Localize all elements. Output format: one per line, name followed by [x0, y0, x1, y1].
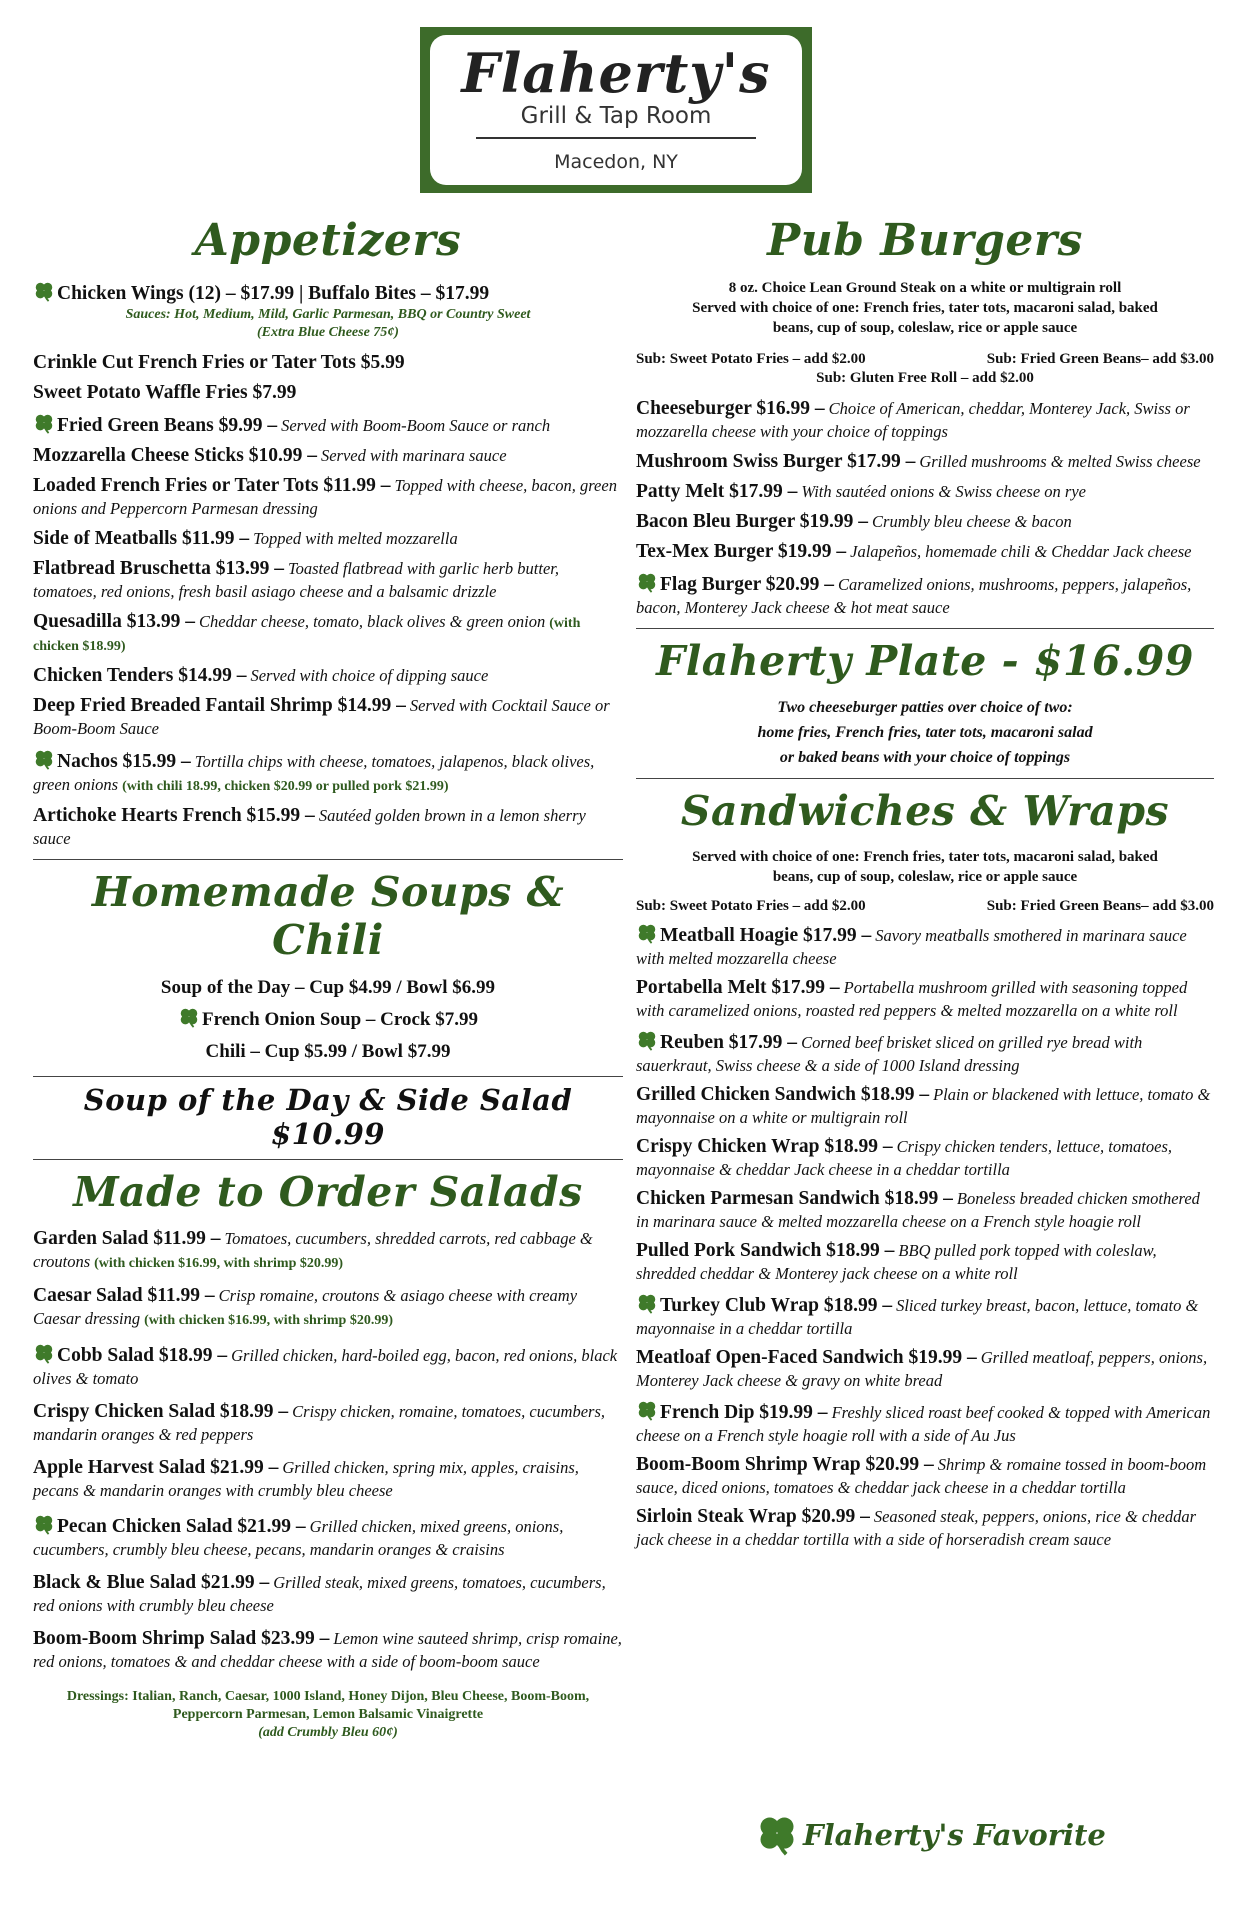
menu-item: [636, 1136, 1214, 1182]
menu-item: [636, 451, 1214, 474]
menu-item: [33, 1457, 623, 1503]
sandwiches-intro: Served with choice of one: French fries, tater tots, macaroni salad, baked beans, cup of soup, coleslaw, rice or apple sauce: [692, 849, 1158, 885]
menu-item-description: Crisp romaine, croutons & asiago cheese with creamy Caesar dressing: [33, 1286, 578, 1328]
menu-item-name: Black & Blue Salad $21.99 –: [33, 1572, 270, 1593]
clover-icon: [755, 1812, 801, 1858]
sandwiches-list: [636, 922, 1214, 1552]
menu-item-name: Side of Meatballs $11.99 –: [33, 528, 250, 549]
menu-item: [636, 481, 1214, 504]
divider: [33, 1159, 623, 1160]
burgers-sub-3: Sub: Gluten Free Roll – add $2.00: [816, 370, 1034, 386]
appetizers-list: [33, 352, 623, 851]
divider: [33, 859, 623, 860]
soups-heading: Homemade Soups & Chili: [91, 868, 565, 964]
menu-item-name: Garden Salad $11.99 –: [33, 1228, 221, 1249]
menu-item-name: Deep Fried Breaded Fantail Shrimp $14.99 –: [33, 695, 406, 716]
clover-icon: [636, 928, 660, 945]
menu-item-description: Boneless breaded chicken smothered in marinara sauce & melted mozzarella cheese on a French style hoagie roll: [636, 1189, 1200, 1231]
menu-item-name: French Dip $19.99 –: [660, 1402, 828, 1423]
menu-item-name: Caesar Salad $11.99 –: [33, 1285, 215, 1306]
menu-item-note: (with chicken $16.99, with shrimp $20.99): [94, 1256, 344, 1271]
menu-item: [33, 611, 623, 658]
menu-item-name: Boom-Boom Shrimp Wrap $20.99 –: [636, 1454, 934, 1475]
menu-item-description: Tortilla chips with cheese, tomatoes, jalapenos, black olives, green onions: [33, 752, 595, 794]
logo-divider: [476, 137, 756, 139]
menu-item: [636, 1399, 1214, 1448]
appetizers-heading: Appetizers: [194, 215, 462, 266]
sandwiches-heading: Sandwiches & Wraps: [680, 787, 1170, 835]
burgers-intro-1: 8 oz. Choice Lean Ground Steak on a white or multigrain roll: [728, 280, 1122, 296]
menu-item: [636, 1029, 1214, 1078]
menu-item-name: Loaded French Fries or Tater Tots $11.99 –: [33, 475, 391, 496]
menu-item: [636, 1084, 1214, 1130]
menu-item-description: Choice of American, cheddar, Monterey Jack, Swiss or mozzarella cheese with your choice of toppings: [636, 399, 1190, 441]
clover-icon: [178, 1009, 202, 1030]
burgers-intro: [636, 278, 1214, 338]
menu-item: [636, 1506, 1214, 1552]
menu-item-description: Grilled chicken, mixed greens, onions, cucumbers, crumbly bleu cheese, pecans, mandarin oranges & craisins: [33, 1517, 564, 1559]
menu-item: [33, 412, 623, 438]
dressings-note: [33, 1688, 623, 1742]
logo-subtitle: Grill & Tap Room: [520, 103, 712, 129]
salads-heading: Made to Order Salads: [73, 1168, 583, 1216]
menu-item: [33, 1572, 623, 1618]
menu-item: [636, 977, 1214, 1023]
menu-item-description: Crispy chicken, romaine, tomatoes, cucumbers, mandarin oranges & red peppers: [33, 1402, 605, 1444]
menu-item-name: Grilled Chicken Sandwich $18.99 –: [636, 1084, 930, 1105]
menu-item-name: Quesadilla $13.99 –: [33, 611, 195, 632]
menu-item: [636, 398, 1214, 444]
menu-item-description: Sliced turkey breast, bacon, lettuce, tomato & mayonnaise in a cheddar tortilla: [636, 1296, 1199, 1338]
menu-item-name: Turkey Club Wrap $18.99 –: [660, 1295, 893, 1316]
sandwiches-sub-2: Sub: Fried Green Beans– add $3.00: [986, 898, 1214, 914]
menu-item-name: Nachos $15.99 –: [57, 751, 191, 772]
menu-item-name: Sirloin Steak Wrap $20.99 –: [636, 1506, 870, 1527]
menu-item-description: Grilled chicken, hard-boiled egg, bacon, red onions, black olives & tomato: [33, 1346, 618, 1388]
menu-item-name: Chicken Tenders $14.99 –: [33, 665, 247, 686]
menu-item: [636, 1454, 1214, 1500]
menu-item-description: Crumbly bleu cheese & bacon: [872, 512, 1072, 531]
menu-item-description: Savory meatballs smothered in marinara sauce with melted mozzarella cheese: [636, 926, 1187, 968]
menu-item-name: Flatbread Bruschetta $13.99 –: [33, 558, 284, 579]
clover-icon: [33, 418, 57, 435]
menu-item-description: Topped with cheese, bacon, green onions and Peppercorn Parmesan dressing: [33, 476, 617, 518]
menu-item-name: Portabella Melt $17.99 –: [636, 977, 840, 998]
menu-item-name: Mozzarella Cheese Sticks $10.99 –: [33, 445, 317, 466]
french-onion-line: [33, 1004, 623, 1036]
menu-item-description: Topped with melted mozzarella: [253, 529, 458, 548]
menu-item: [33, 1342, 623, 1391]
clover-icon: [636, 1405, 660, 1422]
menu-item-description: Cheddar cheese, tomato, black olives & green onion: [198, 612, 546, 631]
restaurant-logo: [420, 27, 812, 193]
menu-item-description: BBQ pulled pork topped with coleslaw, shredded cheddar & Monterey jack cheese on a white roll: [636, 1241, 1157, 1283]
menu-item: [636, 1188, 1214, 1234]
clover-icon: [33, 286, 57, 303]
dressings-list: Dressings: Italian, Ranch, Caesar, 1000 Island, Honey Dijon, Bleu Cheese, Boom-Boom, Peppercorn Parmesan, Lemon Balsamic Vinaigrette: [66, 1689, 590, 1722]
menu-item-description: Toasted flatbread with garlic herb butter, tomatoes, red onions, fresh basil asiago cheese and a balsamic drizzle: [33, 559, 560, 601]
menu-item-description: Caramelized onions, mushrooms, peppers, jalapeños, bacon, Monterey Jack cheese & hot meat sauce: [636, 575, 1192, 617]
menu-item: [33, 1628, 623, 1674]
menu-item: [33, 558, 623, 604]
right-column: [636, 215, 1214, 1558]
soups-list: [33, 972, 623, 1068]
clover-icon: [636, 577, 660, 594]
menu-item-description: Shrimp & romaine tossed in boom-boom sauce, diced onions, tomatoes & cheddar jack cheese in a cheddar tortilla: [636, 1455, 1207, 1497]
wings-extra: (Extra Blue Cheese 75¢): [257, 325, 399, 340]
menu-item-name: Mushroom Swiss Burger $17.99 –: [636, 451, 916, 472]
menu-item: [636, 511, 1214, 534]
burgers-list: [636, 398, 1214, 620]
menu-item-description: Grilled steak, mixed greens, tomatoes, cucumbers, red onions with crumbly bleu cheese: [33, 1573, 606, 1615]
sandwiches-subs: [636, 897, 1214, 916]
menu-item-name: Crispy Chicken Salad $18.99 –: [33, 1401, 289, 1422]
clover-icon: [33, 1348, 57, 1365]
menu-item: [33, 1228, 623, 1275]
menu-item: [33, 665, 623, 688]
favorite-legend-text: Flaherty's Favorite: [803, 1818, 1106, 1852]
menu-item-description: Crispy chicken tenders, lettuce, tomatoes, mayonnaise & cheddar Jack cheese in a cheddar tortilla: [636, 1137, 1172, 1179]
menu-item-description: Grilled chicken, spring mix, apples, craisins, pecans & mandarin oranges with crumbly bleu cheese: [33, 1458, 579, 1500]
menu-item: [636, 1292, 1214, 1341]
menu-item-description: With sautéed onions & Swiss cheese on rye: [801, 482, 1086, 501]
menu-item-name: Apple Harvest Salad $21.99 –: [33, 1457, 279, 1478]
menu-item-name: Sweet Potato Waffle Fries $7.99: [33, 382, 297, 403]
menu-item-name: Meatball Hoagie $17.99 –: [660, 925, 872, 946]
menu-item-description: Tomatoes, cucumbers, shredded carrots, red cabbage & croutons: [33, 1229, 593, 1271]
menu-item-description: Freshly sliced roast beef cooked & topped with American cheese on a French style hoagie roll with a side of Au Jus: [636, 1403, 1211, 1445]
menu-item-name: Boom-Boom Shrimp Salad $23.99 –: [33, 1628, 330, 1649]
plate-line-2: home fries, French fries, tater tots, macaroni salad: [757, 724, 1093, 741]
clover-icon: [33, 754, 57, 771]
menu-item: [33, 1513, 623, 1562]
menu-item-name: Fried Green Beans $9.99 –: [57, 415, 278, 436]
divider: [33, 1076, 623, 1077]
menu-item-note: (with chili 18.99, chicken $20.99 or pulled pork $21.99): [122, 779, 449, 794]
menu-item-name: Crinkle Cut French Fries or Tater Tots $5.99: [33, 352, 405, 373]
menu-item: [33, 528, 623, 551]
menu-item-name: Chicken Parmesan Sandwich $18.99 –: [636, 1188, 953, 1209]
menu-item-description: Served with choice of dipping sauce: [250, 666, 489, 685]
wings-sauces: Sauces: Hot, Medium, Mild, Garlic Parmesan, BBQ or Country Sweet: [125, 307, 531, 322]
salads-list: [33, 1228, 623, 1674]
menu-item: [33, 695, 623, 741]
menu-item-description: Served with Boom-Boom Sauce or ranch: [281, 416, 551, 435]
burgers-subs: [636, 350, 1214, 388]
menu-item: [33, 445, 623, 468]
menu-item-name: Meatloaf Open-Faced Sandwich $19.99 –: [636, 1347, 977, 1368]
menu-item-name: Patty Melt $17.99 –: [636, 481, 798, 502]
chili-line: Chili – Cup $5.99 / Bowl $7.99: [205, 1041, 451, 1062]
menu-item: [636, 922, 1214, 971]
favorite-legend: [755, 1812, 1175, 1862]
dressings-extra: (add Crumbly Bleu 60¢): [258, 1725, 398, 1740]
menu-item-description: Corned beef brisket sliced on grilled rye bread with sauerkraut, Swiss cheese & a side of 1000 Island dressing: [636, 1033, 1143, 1075]
menu-item: [33, 805, 623, 851]
menu-item: [636, 1347, 1214, 1393]
logo-panel: [430, 35, 802, 185]
menu-item-name: Bacon Bleu Burger $19.99 –: [636, 511, 869, 532]
menu-item-name: Pulled Pork Sandwich $18.99 –: [636, 1240, 895, 1261]
menu-item-description: Portabella mushroom grilled with seasoning topped with caramelized onions, roasted red peppers & melted mozzarella on a white roll: [636, 978, 1188, 1020]
french-onion-text: French Onion Soup – Crock $7.99: [202, 1009, 478, 1030]
menu-item-description: Served with Cocktail Sauce or Boom-Boom Sauce: [33, 696, 610, 738]
menu-item-name: Tex-Mex Burger $19.99 –: [636, 541, 847, 562]
menu-item-description: Jalapeños, homemade chili & Cheddar Jack cheese: [850, 542, 1192, 561]
burgers-intro-2: Served with choice of one: French fries, tater tots, macaroni salad, baked beans, cup of soup, coleslaw, rice or apple sauce: [692, 300, 1158, 336]
plate-heading: Flaherty Plate - $16.99: [656, 637, 1194, 685]
soup-of-day-line: Soup of the Day – Cup $4.99 / Bowl $6.99: [160, 977, 496, 998]
menu-item: [33, 352, 623, 375]
clover-icon: [636, 1035, 660, 1052]
wings-name: Chicken Wings (12) – $17.99 | Buffalo Bites – $17.99: [57, 283, 490, 304]
soup-salad-combo: Soup of the Day & Side Salad $10.99: [83, 1083, 573, 1151]
sandwiches-sub-1: Sub: Sweet Potato Fries – add $2.00: [636, 898, 866, 914]
menu-item-note: (with chicken $16.99, with shrimp $20.99): [144, 1313, 394, 1328]
menu-item-name: Reuben $17.99 –: [660, 1032, 798, 1053]
menu-item-description: Lemon wine sauteed shrimp, crisp romaine, red onions, tomatoes & and cheddar cheese with a side of boom-boom sauce: [33, 1629, 622, 1671]
menu-item: [636, 541, 1214, 564]
menu-item-description: Seasoned steak, peppers, onions, rice & cheddar jack cheese in a cheddar tortilla with a side of horseradish cream sauce: [636, 1507, 1197, 1549]
menu-item-description: Sautéed golden brown in a lemon sherry sauce: [33, 806, 586, 848]
menu-item-name: Crispy Chicken Wrap $18.99 –: [636, 1136, 893, 1157]
menu-item: [636, 1240, 1214, 1286]
burgers-sub-1: Sub: Sweet Potato Fries – add $2.00: [636, 351, 866, 367]
clover-icon: [33, 1519, 57, 1536]
plate-line-3: or baked beans with your choice of toppings: [779, 749, 1071, 766]
menu-item: [33, 475, 623, 521]
menu-item-description: Grilled mushrooms & melted Swiss cheese: [919, 452, 1201, 471]
wings-item: [33, 280, 623, 342]
menu-item-name: Cobb Salad $18.99 –: [57, 1345, 228, 1366]
burgers-heading: Pub Burgers: [767, 215, 1083, 266]
menu-item-description: Plain or blackened with lettuce, tomato & mayonnaise on a white or multigrain roll: [636, 1085, 1211, 1127]
menu-item-note: (with chicken $18.99): [33, 616, 581, 654]
menu-item: [33, 1285, 623, 1332]
menu-item-name: Artichoke Hearts French $15.99 –: [33, 805, 315, 826]
menu-item-name: Pecan Chicken Salad $21.99 –: [57, 1516, 306, 1537]
menu-item: [636, 571, 1214, 620]
logo-location: Macedon, NY: [554, 151, 678, 173]
plate-desc: [636, 695, 1214, 770]
menu-item: [33, 748, 623, 798]
logo-name: Flaherty's: [461, 41, 771, 105]
plate-line-1: Two cheeseburger patties over choice of two:: [777, 699, 1073, 716]
menu-item-description: Served with marinara sauce: [320, 446, 507, 465]
left-column: [33, 215, 623, 1742]
divider: [636, 778, 1214, 779]
menu-item-name: Cheeseburger $16.99 –: [636, 398, 825, 419]
menu-item-description: Grilled meatloaf, peppers, onions, Monterey Jack cheese & gravy on white bread: [636, 1348, 1208, 1390]
divider: [636, 628, 1214, 629]
burgers-sub-2: Sub: Fried Green Beans– add $3.00: [986, 351, 1214, 367]
menu-item: [33, 382, 623, 405]
menu-item-name: Flag Burger $20.99 –: [660, 574, 835, 595]
menu-item: [33, 1401, 623, 1447]
clover-icon: [636, 1298, 660, 1315]
